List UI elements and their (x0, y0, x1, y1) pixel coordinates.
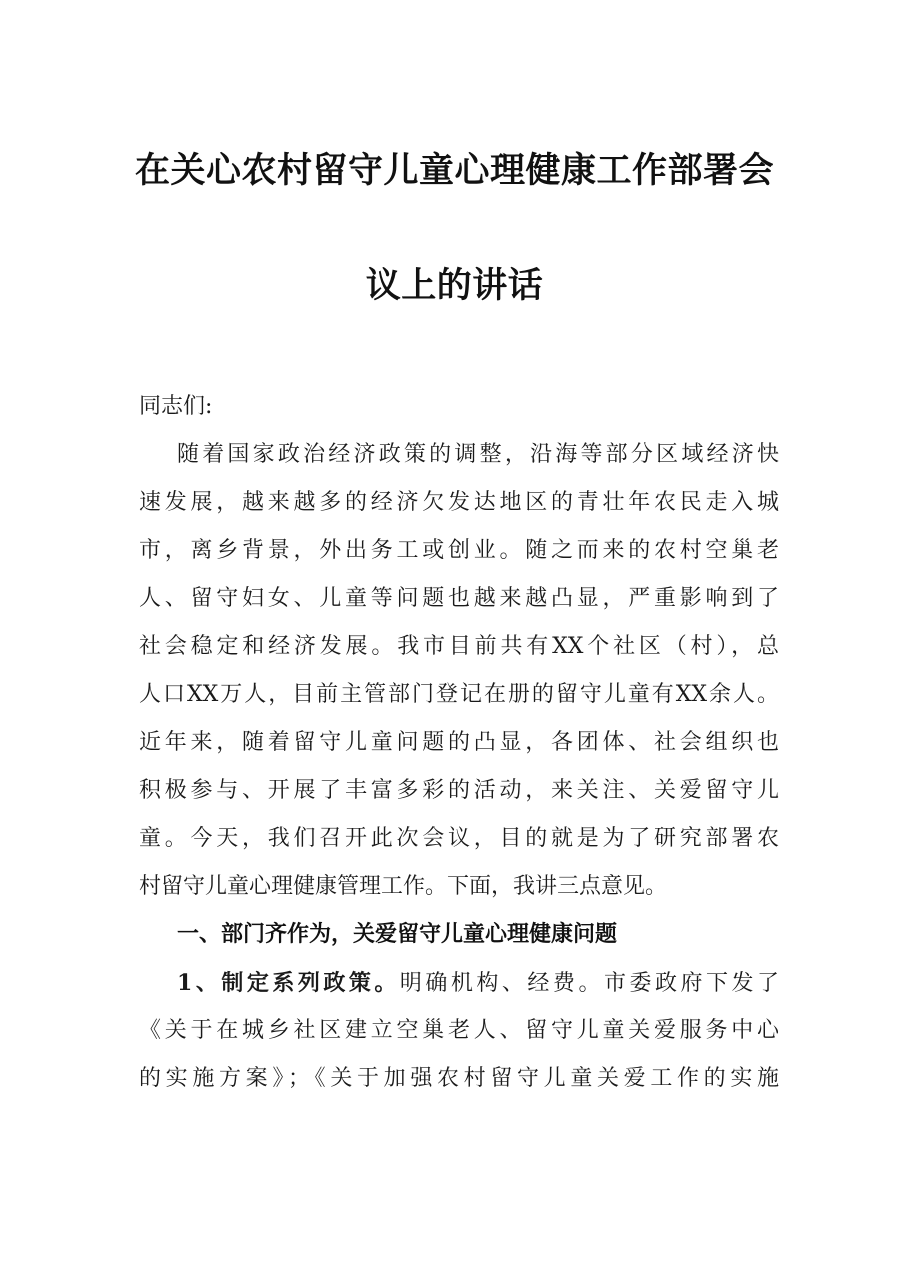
item-first-line (139, 959, 779, 1007)
section-heading: 一、部门齐作为，关爱留守儿童心理健康问题 (177, 922, 618, 947)
paragraph-line: 人、留守妇女、儿童等问题也越来越凸显，严重影响到了 (139, 586, 779, 611)
document-title-line-2: 议上的讲话 (365, 266, 544, 306)
item-lead: 1、制定系列政策。 (177, 970, 400, 996)
paragraph-line: 市，离乡背景，外出务工或创业。随之而来的农村空巢老 (139, 538, 779, 563)
document-title-line-1: 在关心农村留守儿童心理健康工作部署会 (134, 151, 774, 191)
salutation: 同志们: (139, 394, 213, 419)
document-body (139, 383, 779, 1103)
item-text: 明确机构、经费。市委政府下发了 (399, 971, 779, 996)
paragraph-line: 的实施方案》；《关于加强农村留守儿童关爱工作的实施 (139, 1066, 779, 1091)
paragraph-line: 社会稳定和经济发展。我市目前共有XX个社区（村），总 (139, 634, 779, 659)
paragraph-line: 近年来，随着留守儿童问题的凸显，各团体、社会组织也 (139, 730, 779, 755)
paragraph-line: 童。今天，我们召开此次会议，目的就是为了研究部署农 (139, 826, 779, 851)
paragraph-line: 随着国家政治经济政策的调整，沿海等部分区域经济快 (177, 442, 779, 467)
paragraph-line: 村留守儿童心理健康管理工作。下面，我讲三点意见。 (139, 874, 668, 899)
paragraph-line: 速发展，越来越多的经济欠发达地区的青壮年农民走入城 (139, 490, 779, 515)
paragraph-line: 积极参与、开展了丰富多彩的活动，来关注、关爱留守儿 (139, 778, 779, 803)
paragraph-line: 人口XX万人，目前主管部门登记在册的留守儿童有XX余人。 (139, 682, 779, 707)
paragraph-line: 《关于在城乡社区建立空巢老人、留守儿童关爱服务中心 (139, 1018, 779, 1043)
